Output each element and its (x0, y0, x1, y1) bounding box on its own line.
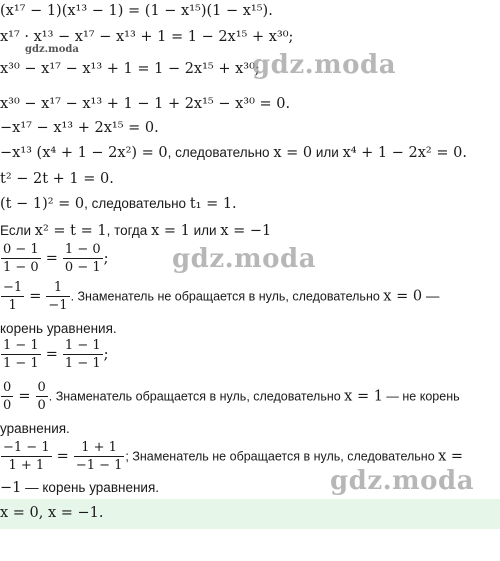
line-6-text-2: или (312, 145, 343, 160)
line-6-math: −x¹³ (x⁴ + 1 − 2x²) = 0 (0, 145, 168, 161)
line-16-math: x = (438, 448, 464, 465)
line-8-text: , следовательно (84, 196, 190, 211)
line-6-text: , следовательно (167, 145, 274, 160)
line-9-math-3: x = −1 (220, 223, 272, 239)
line-11-math: x = 0 (383, 288, 423, 305)
semicolon: ; (103, 250, 109, 267)
equation-line-15: уравнения. (0, 421, 70, 436)
equation-line-11 (0, 280, 439, 313)
equals-sign: = (56, 448, 69, 465)
line-17-math: −1 (0, 480, 22, 496)
fraction: $\frac{-1}{1}$ (3, 280, 23, 313)
fraction: $\frac{1}{-1}$ (48, 280, 68, 313)
fraction: $\frac{1 - 1}{1 - 1}$ (3, 338, 39, 371)
equation-line-6 (0, 144, 467, 162)
watermark-large-1: gdz.moda (252, 50, 397, 80)
equation-line-9 (0, 222, 271, 240)
line-17-text: — корень уравнения. (21, 480, 160, 495)
equation-line-7: t² − 2t + 1 = 0. (0, 171, 114, 187)
line-11-text-2: — (422, 288, 440, 304)
equation-line-2: x¹⁷ · x¹³ − x¹⁷ − x¹³ + 1 = 1 − 2x¹⁵ + x³⁰; (0, 29, 294, 45)
line-9-text-3: или (189, 223, 221, 238)
equals-sign: = (45, 250, 58, 267)
fraction: $\frac{0}{0}$ (3, 380, 12, 413)
equation-line-3: x³⁰ − x¹⁷ − x¹³ + 1 = 1 − 2x¹⁵ + x³⁰; (0, 61, 260, 77)
line-9-text: Если (0, 223, 35, 238)
line-8-math-2: t₁ = 1. (189, 196, 237, 212)
line-16-text: ; Знаменатель не обращается в нуль, следовательно (125, 449, 439, 464)
fraction: $\frac{1 - 1}{1 - 1}$ (64, 338, 101, 371)
line-9-math-2: x = 1 (151, 223, 190, 239)
equation-line-5: −x¹⁷ − x¹³ + 2x¹⁵ = 0. (0, 120, 159, 136)
equation-line-1: (x¹⁷ − 1)(x¹³ − 1) = (1 − x¹⁵)(1 − x¹⁵). (0, 3, 273, 19)
final-answer: x = 0, x = −1. (0, 505, 104, 521)
fraction: $\frac{1 + 1}{-1 - 1}$ (75, 440, 123, 473)
semicolon: ; (103, 346, 109, 363)
equation-line-17 (0, 479, 159, 497)
line-14-text: . Знаменатель обращается в нуль, следовательно (48, 389, 345, 404)
line-6-math-2: x = 0 (273, 145, 313, 161)
equation-line-4: x³⁰ − x¹⁷ − x¹³ + 1 − 1 + 2x¹⁵ − x³⁰ = 0. (0, 96, 291, 112)
fraction: $\frac{0 - 1}{1 - 0}$ (3, 242, 39, 275)
equals-sign: = (45, 346, 58, 363)
line-14-math: x = 1 (344, 388, 383, 405)
fraction: $\frac{-1 - 1}{1 + 1}$ (3, 440, 50, 473)
line-9-math: x² = t = 1 (34, 223, 107, 239)
fraction: $\frac{0}{0}$ (37, 380, 46, 413)
line-9-text-2: , тогда (106, 223, 152, 238)
line-14-text-2: — не корень (382, 389, 460, 404)
line-6-math-3: x⁴ + 1 − 2x² = 0. (342, 145, 467, 161)
equals-sign: = (18, 388, 31, 405)
equation-line-8 (0, 195, 237, 213)
watermark-large-3: gdz.moda (330, 466, 475, 496)
equation-line-12: корень уравнения. (0, 321, 117, 336)
equals-sign: = (29, 288, 42, 305)
fraction: $\frac{1 - 0}{0 - 1}$ (64, 242, 101, 275)
line-11-text: . Знаменатель не обращается в нуль, следовательно (70, 289, 384, 304)
equation-line-14 (0, 380, 460, 413)
watermark-large-2: gdz.moda (172, 244, 317, 274)
equation-line-10 (0, 242, 109, 275)
line-8-math: (t − 1)² = 0 (0, 196, 85, 212)
watermark-small: gdz.moda (25, 44, 79, 55)
equation-line-13 (0, 338, 109, 371)
